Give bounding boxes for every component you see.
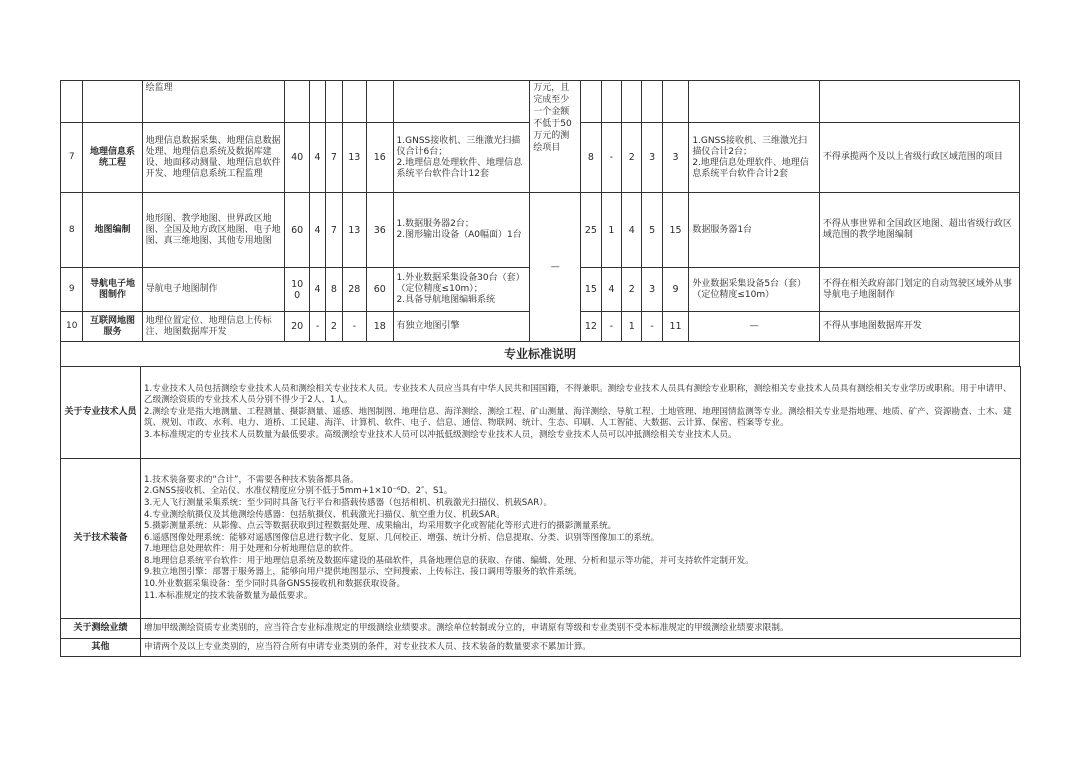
value-cell: 20: [285, 312, 309, 342]
scope-cell: 导航电子地图制作: [142, 268, 285, 312]
equipment-cell: 1.外业数据采集设备30台（套）（定位精度≤10m）； 2.具备导航地图编辑系统: [393, 268, 530, 312]
note-text: 申请两个及以上专业类别的，应当符合所有申请专业类别的条件，对专业技术人员、技术装备的数量要求不累加计算。: [141, 639, 1021, 657]
value-cell: 15: [662, 193, 689, 268]
note-text: 1.专业技术人员包括测绘专业技术人员和测绘相关专业技术人员。专业技术人员应当具有中华人民共和国国籍，不得兼职。测绘专业技术人员具有测绘专业职称，测绘相关专业技术人员具有测绘相关专业学历或职称。用于申请甲、乙级测绘资质的专业技术人员分别不得少于2人、1人。 2.测绘专业是指大地测量、工程测量、摄影测量、遥感、地图制图、地理信息、海洋测绘、测绘工程、矿山测量、海洋测绘、导航工程、土地管理、地理国情监测等专业。测绘相关专业是指地理、地质、矿产、资源勘查、土木、建筑、规划、市政、水利、电力、道桥、工民建、海洋、计算机、软件、电子、信息、通信、物联网、统计、生态、印刷、人工智能、大数据、云计算、保密、档案等专业。 3.本标准规定的专业技术人员数量为最低要求。高级测绘专业技术人员可以冲抵低级测绘专业技术人员，测绘专业技术人员可以冲抵测绘相关专业技术人员。: [141, 367, 1021, 459]
scope-cell: 绘监理: [142, 81, 285, 123]
value-cell: 15: [581, 268, 601, 312]
value-cell: 2: [326, 312, 342, 342]
equipment-cell: 有独立地图引擎: [393, 312, 530, 342]
category-name: 地理信息系统工程: [83, 123, 142, 193]
value-cell: 13: [342, 193, 366, 268]
value-cell: 13: [342, 123, 366, 193]
value-cell: 12: [581, 312, 601, 342]
value-cell: 100: [285, 268, 309, 312]
value-cell: 8: [581, 123, 601, 193]
value-cell: 4: [601, 268, 621, 312]
value-cell: 36: [367, 193, 394, 268]
scope-cell: 地理位置定位、地理信息上传标注、地图数据库开发: [142, 312, 285, 342]
row-number: 7: [61, 123, 83, 193]
category-name: 互联网地图服务: [83, 312, 142, 342]
value-cell: 25: [581, 193, 601, 268]
section-title: 专业标准说明: [61, 342, 1020, 367]
mid-requirement-cell: 万元，且完成至少一个金额不低于50万元的测绘项目: [530, 81, 581, 193]
note-text: 1.技术装备要求的“合计”，不需要各种技术装备都具备。 2.GNSS接收机、全站仪、水准仪精度应分别不低于5mm+1×10⁻⁶D、2″、S1。 3.无人飞行测量采集系统：至少同时具备飞行平台和搭载传感器（包括相机、机载激光扫描仪、机载SAR）。 4.专业测绘航摄仪及其他测绘传感器：包括航摄仪、机载激光扫描仪、航空重力仪、机载SAR。 5.摄影测量系统：从影像、点云等数据获取到过程数据处理、成果输出，均采用数字化或智能化等形式进行的摄影测量系统。 6.遥感图像处理系统：能够对遥感图像信息进行数字化、复原、几何校正、增强、统计分析、信息提取、分类、识别等图像加工的系统。 7.地理信息处理软件：用于处理和分析地理信息的软件。 8.地理信息系统平台软件：用于地理信息系统及数据库建设的基础软件，具备地理信息的获取、存储、编辑、处理、分析和显示等功能，并可支持软件定制开发。 9.独立地图引擎：部署于服务器上，能够向用户提供地图显示、空间搜索、上传标注、接口调用等服务的软件系统。 10.外业数据采集设备：至少同时具备GNSS接收机和数据获取设备。 11.本标准规定的技术装备数量为最低要求。: [141, 459, 1021, 619]
category-name: 导航电子地图制作: [83, 268, 142, 312]
equipment-cell: 1.GNSS接收机、三维激光扫描仪合计2台； 2.地理信息处理软件、地理信息系统平台软件合计2套: [689, 123, 820, 193]
equipment-cell: 外业数据采集设备5台（套）（定位精度≤10m）: [689, 268, 820, 312]
scope-cell: 地理信息数据采集、地理信息数据处理、地理信息系统及数据库建设、地面移动测量、地理信息软件开发、地理信息系统工程监理: [142, 123, 285, 193]
equipment-cell: 1.数据服务器2台； 2.图形输出设备（A0幅面）1台: [393, 193, 530, 268]
value-cell: 9: [662, 268, 689, 312]
value-cell: 2: [622, 123, 642, 193]
scope-cell: 地形图、教学地图、世界政区地图、全国及地方政区地图、电子地图、真三维地图、其他专用地图: [142, 193, 285, 268]
value-cell: -: [601, 312, 621, 342]
limit-cell: 不得从事地图数据库开发: [819, 312, 1019, 342]
value-cell: 7: [326, 123, 342, 193]
value-cell: 4: [309, 193, 325, 268]
equipment-cell: 1.GNSS接收机、三维激光扫描仪合计6台； 2.地理信息处理软件、地理信息系统平台软件合计12套: [393, 123, 530, 193]
note-row: [61, 367, 1021, 459]
value-cell: -: [342, 312, 366, 342]
value-cell: 60: [367, 268, 394, 312]
value-cell: 4: [309, 268, 325, 312]
value-cell: 1: [601, 193, 621, 268]
value-cell: 40: [285, 123, 309, 193]
value-cell: 5: [642, 193, 662, 268]
note-label: 关于专业技术人员: [61, 367, 141, 459]
equipment-cell: 数据服务器1台: [689, 193, 820, 268]
value-cell: 28: [342, 268, 366, 312]
notes-table: [60, 366, 1021, 657]
value-cell: 3: [642, 268, 662, 312]
limit-cell: 不得在相关政府部门划定的自动驾驶区域外从事导航电子地图制作: [819, 268, 1019, 312]
limit-cell: 不得承揽两个及以上省级行政区域范围的项目: [819, 123, 1019, 193]
note-label: 其他: [61, 639, 141, 657]
value-cell: 7: [326, 193, 342, 268]
limit-cell: 不得从事世界和全国政区地图、超出省级行政区域范围的教学地图编制: [819, 193, 1019, 268]
qualification-standard-table: [60, 80, 1020, 367]
row-number: 8: [61, 193, 83, 268]
note-row: [61, 619, 1021, 639]
equipment-cell: —: [689, 312, 820, 342]
category-name: 地图编制: [83, 193, 142, 268]
value-cell: 60: [285, 193, 309, 268]
note-row: [61, 639, 1021, 657]
section-title-row: [61, 342, 1020, 367]
value-cell: 18: [367, 312, 394, 342]
table-row-continuation: [61, 81, 1020, 123]
value-cell: 2: [622, 268, 642, 312]
value-cell: 3: [662, 123, 689, 193]
value-cell: 3: [642, 123, 662, 193]
value-cell: -: [642, 312, 662, 342]
document-sheet: [60, 80, 1020, 657]
value-cell: -: [309, 312, 325, 342]
value-cell: 16: [367, 123, 394, 193]
note-text: 增加甲级测绘资质专业类别的，应当符合专业标准规定的甲级测绘业绩要求。测绘单位转制或分立的，申请原有等级和专业类别不受本标准规定的甲级测绘业绩要求限制。: [141, 619, 1021, 639]
row-number: 10: [61, 312, 83, 342]
row-number: 9: [61, 268, 83, 312]
mid-requirement-cell: —: [530, 193, 581, 342]
table-row: [61, 193, 1020, 268]
value-cell: 4: [309, 123, 325, 193]
value-cell: -: [601, 123, 621, 193]
value-cell: 11: [662, 312, 689, 342]
value-cell: 1: [622, 312, 642, 342]
value-cell: 4: [622, 193, 642, 268]
note-label: 关于技术装备: [61, 459, 141, 619]
note-label: 关于测绘业绩: [61, 619, 141, 639]
value-cell: 8: [326, 268, 342, 312]
note-row: [61, 459, 1021, 619]
